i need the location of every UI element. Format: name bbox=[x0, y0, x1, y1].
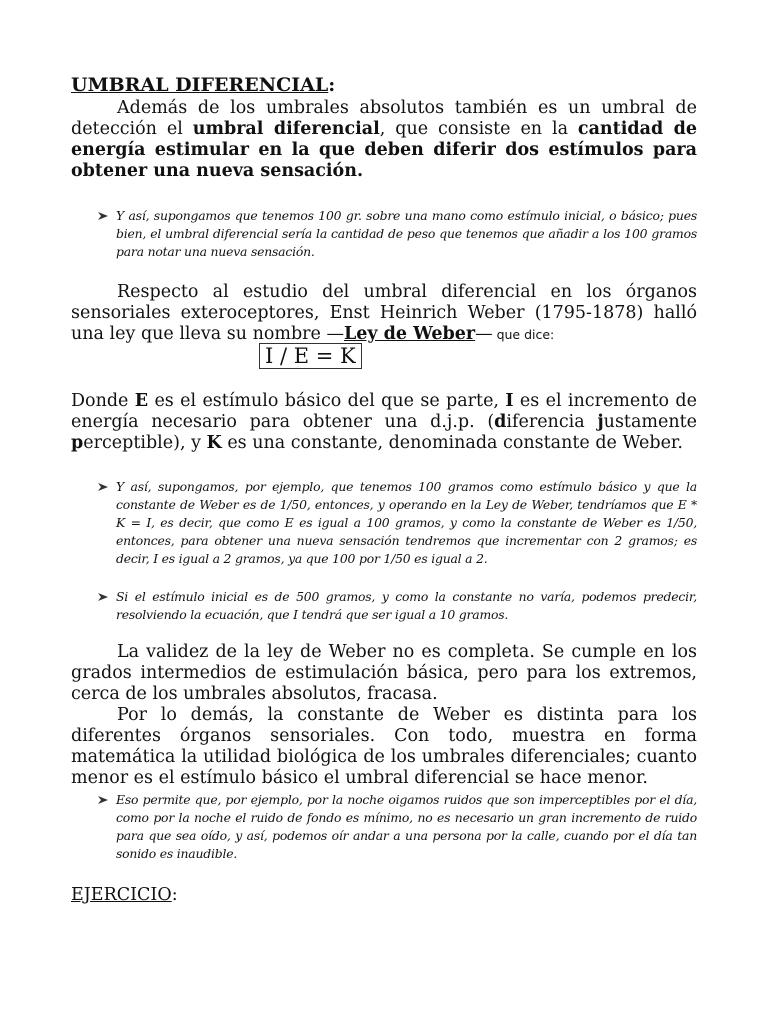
list-item-example-4: Eso permite que, por ejemplo, por la noche oigamos ruidos que son imperceptibles por el día, como por la noche el ruido de fondo es mínimo, no es necesario un gran incremento de ruido para que sea oído, y así, podemos oír andar a una persona por la calle, cuando por el día tan sonido es inaudible. bbox=[71, 791, 697, 863]
list-item-example-1: Y así, supongamos que tenemos 100 gr. sobre una mano como estímulo inicial, o básico; pues bien, el umbral diferencial sería la cantidad de peso que tenemos que añadir a los 100 gramos para notar una nueva sensación. bbox=[71, 207, 697, 261]
document-body bbox=[71, 74, 697, 906]
arrow-bullet-icon bbox=[98, 795, 108, 805]
exercise-heading: EJERCICIO: bbox=[71, 885, 178, 905]
arrow-bullet-icon bbox=[98, 211, 108, 221]
paragraph-definition: Además de los umbrales absolutos también es un umbral de detección el umbral diferencial, que consiste en la cantidad de energía estimular en la que deben diferir dos estímulos para obtener una nueva sensación. bbox=[71, 98, 697, 181]
arrow-bullet-icon bbox=[98, 482, 108, 492]
paragraph-variables: Donde E es el estímulo básico del que se parte, I es el incremento de energía necesario para obtener una d.j.p. (diferencia justamente perceptible), y K es una constante, denominada constante de Weber. bbox=[71, 391, 697, 453]
formula-row bbox=[71, 345, 697, 371]
section-title: UMBRAL DIFERENCIAL: bbox=[71, 74, 336, 96]
list-item-example-3: Si el estímulo inicial es de 500 gramos, y como la constante no varía, podemos predecir, resolviendo la ecuación, que I tendrá que ser igual a 10 gramos. bbox=[71, 588, 697, 624]
paragraph-validity: La validez de la ley de Weber no es completa. Se cumple en los grados intermedios de estimulación básica, pero para los extremos, cerca de los umbrales absolutos, fracasa. bbox=[71, 642, 697, 704]
arrow-bullet-icon bbox=[98, 592, 108, 602]
list-item-example-2: Y así, supongamos, por ejemplo, que tenemos 100 gramos como estímulo básico y que la constante de Weber es de 1/50, entonces, y operando en la Ley de Weber, tendríamos que E * K = I, es decir, que como E es igual a 100 gramos, y como la constante de Weber es 1/50, entonces, para obtener una nueva sensación tendremos que incrementar con 2 gramos; es decir, I es igual a 2 gramos, ya que 100 por 1/50 es igual a 2. bbox=[71, 478, 697, 568]
paragraph-constant: Por lo demás, la constante de Weber es distinta para los diferentes órganos sensoriales. Con todo, muestra en forma matemática la utilidad biológica de los umbrales diferenciales; cuanto menor es el estímulo básico el umbral diferencial se hace menor. bbox=[71, 705, 697, 788]
paragraph-weber-law: Respecto al estudio del umbral diferencial en los órganos sensoriales exteroceptores, Enst Heinrich Weber (1795-1878) halló una ley que lleva su nombre —Ley de Weber— que dice: bbox=[71, 282, 697, 344]
weber-formula: I / E = K bbox=[259, 343, 362, 369]
